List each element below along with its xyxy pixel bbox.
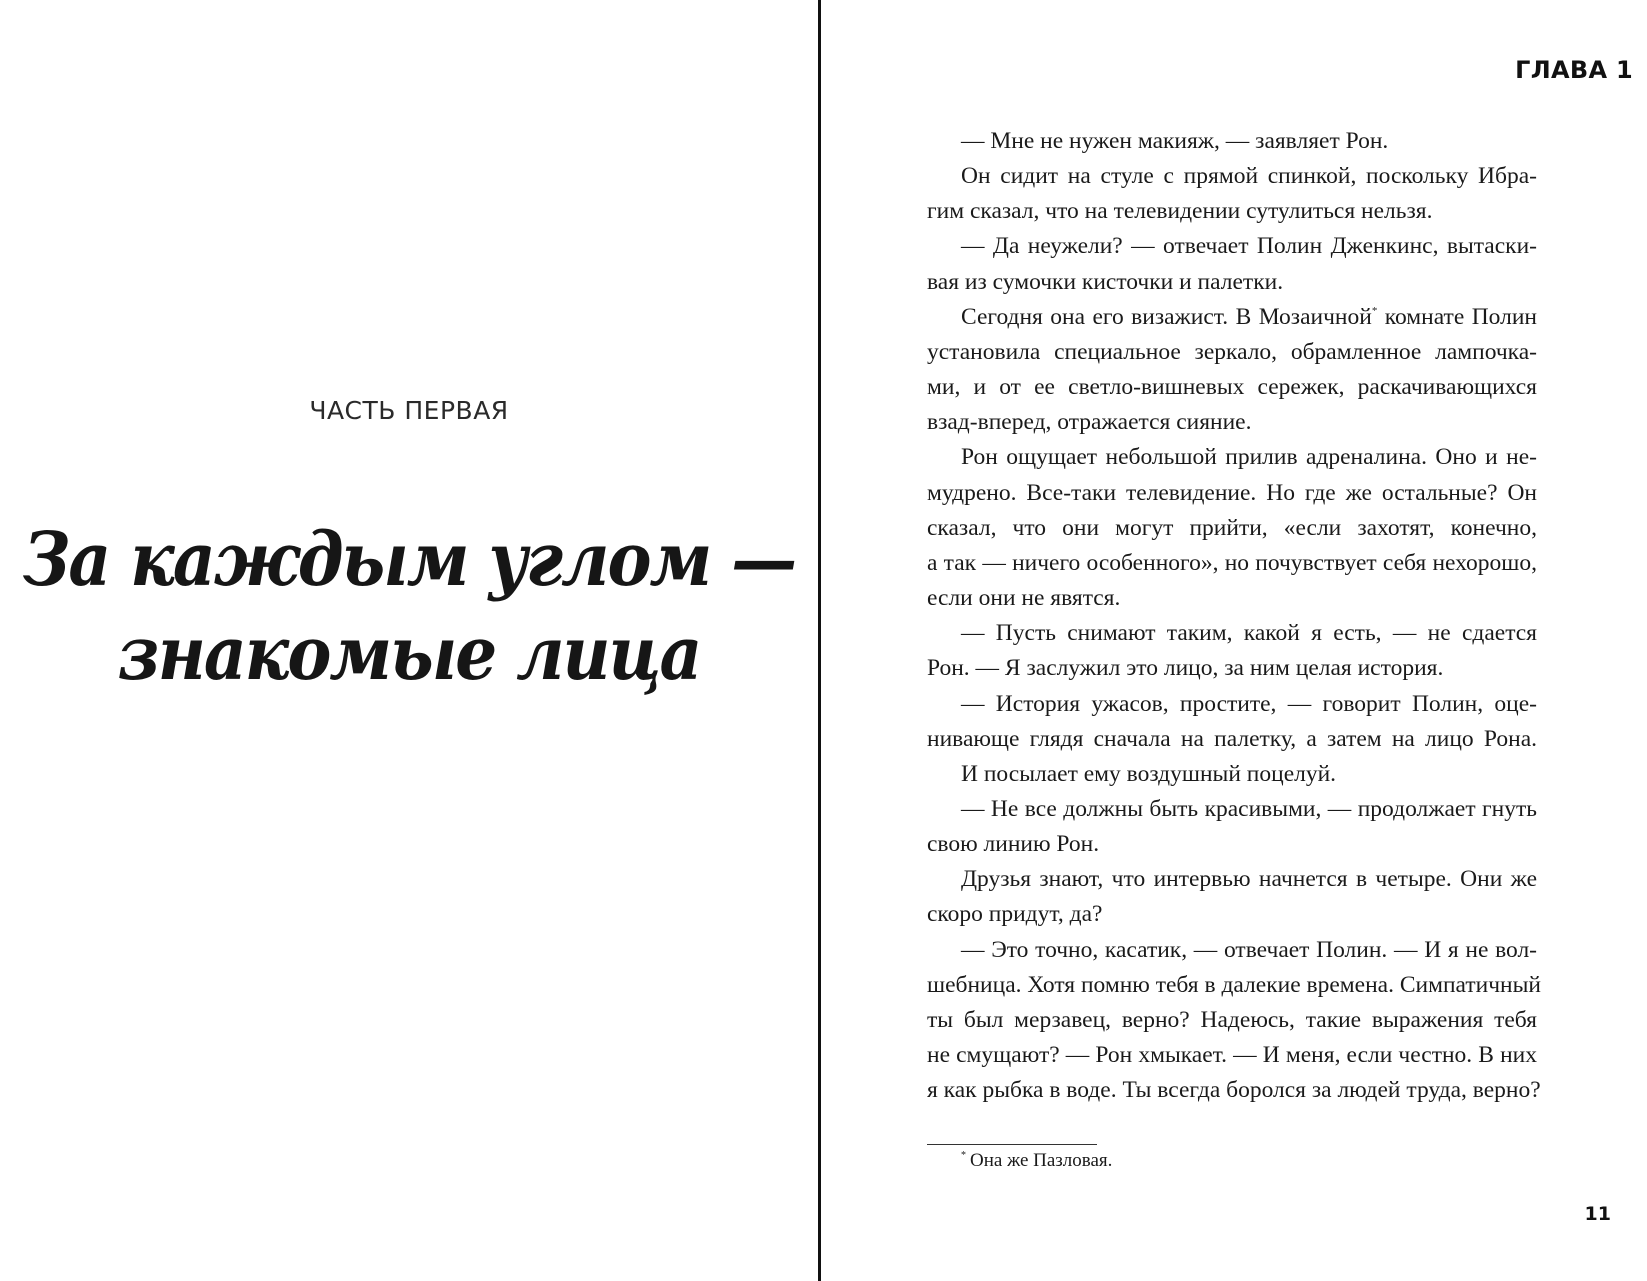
- text-line: взад-вперед, отражается сияние.: [927, 409, 1252, 436]
- text-line: скоро придут, да?: [927, 901, 1103, 928]
- text-line: гим сказал, что на телевидении сутулиться нельзя.: [927, 198, 1433, 225]
- text-line: установила специальное зеркало, обрамленное лампочка-: [927, 338, 1537, 365]
- text-line: И посылает ему воздушный поцелуй.: [961, 760, 1337, 787]
- text-line: — История ужасов, простите, — говорит Полин, оце-: [961, 690, 1537, 717]
- part-label: ЧАСТЬ ПЕРВАЯ: [309, 396, 509, 425]
- text-line: — Это точно, касатик, — отвечает Полин. — И я не вол-: [961, 936, 1537, 963]
- text-segment: комнате Полин: [1384, 303, 1537, 330]
- text-segment: Сегодня она его визажист. В Мозаичной: [961, 303, 1372, 330]
- text-line: ты был мерзавец, верно? Надеюсь, такие выражения тебя: [927, 1006, 1537, 1033]
- page-number: 11: [1584, 1203, 1611, 1225]
- chapter-header: ГЛАВА 1: [1515, 56, 1633, 84]
- text-line: ми, и от ее светло-вишневых сережек, раскачивающихся: [927, 374, 1537, 401]
- part-title-line-2: знакомые лица: [117, 609, 701, 697]
- footnote-separator: [927, 1144, 1097, 1145]
- text-line: вая из сумочки кисточки и палетки.: [927, 268, 1284, 295]
- text-line: Рон ощущает небольшой прилив адреналина. Оно и не-: [961, 444, 1537, 471]
- left-page: [0, 0, 818, 1281]
- text-line: Он сидит на стуле с прямой спинкой, поскольку Ибра-: [961, 163, 1537, 190]
- text-line: — Не все должны быть красивыми, — продолжает гнуть: [961, 795, 1537, 822]
- text-line: — Пусть снимают таким, какой я есть, — не сдается: [961, 620, 1537, 647]
- text-line: я как рыбка в воде. Ты всегда боролся за людей труда, верно?: [927, 1077, 1541, 1104]
- text-line: нивающе глядя сначала на палетку, а затем на лицо Рона.: [927, 725, 1537, 752]
- text-line: сказал, что они могут прийти, «если захотят, конечно,: [927, 514, 1537, 541]
- part-title-line-1: За каждым углом —: [22, 515, 796, 603]
- text-line: [927, 300, 1537, 335]
- text-line: — Да неужели? — отвечает Полин Дженкинс, вытаски-: [961, 233, 1537, 260]
- text-line: — Мне не нужен макияж, — заявляет Рон.: [961, 128, 1389, 154]
- text-line: Друзья знают, что интервью начнется в четыре. Они же: [961, 866, 1537, 893]
- text-line: шебница. Хотя помню тебя в далекие времена. Симпатичный: [927, 971, 1541, 998]
- footnote-text: Она же Пазловая.: [970, 1150, 1113, 1171]
- text-line: мудрено. Все-таки телевидение. Но где же остальные? Он: [927, 479, 1537, 506]
- footnote-reference-mark: *: [1371, 304, 1378, 317]
- footnote-mark: *: [961, 1150, 966, 1161]
- text-line: если они не явятся.: [927, 585, 1121, 612]
- right-page: [821, 0, 1647, 1281]
- text-line: Рон. — Я заслужил это лицо, за ним целая история.: [927, 655, 1444, 682]
- chapter-body-text: [927, 124, 1541, 1108]
- text-line: не смущают? — Рон хмыкает. — И меня, если честно. В них: [927, 1042, 1537, 1069]
- text-line: свою линию Рон.: [927, 831, 1100, 858]
- part-title: [0, 512, 818, 700]
- footnote: [961, 1150, 1112, 1172]
- text-line: а так — ничего особенного», но почувствует себя нехорошо,: [927, 549, 1537, 576]
